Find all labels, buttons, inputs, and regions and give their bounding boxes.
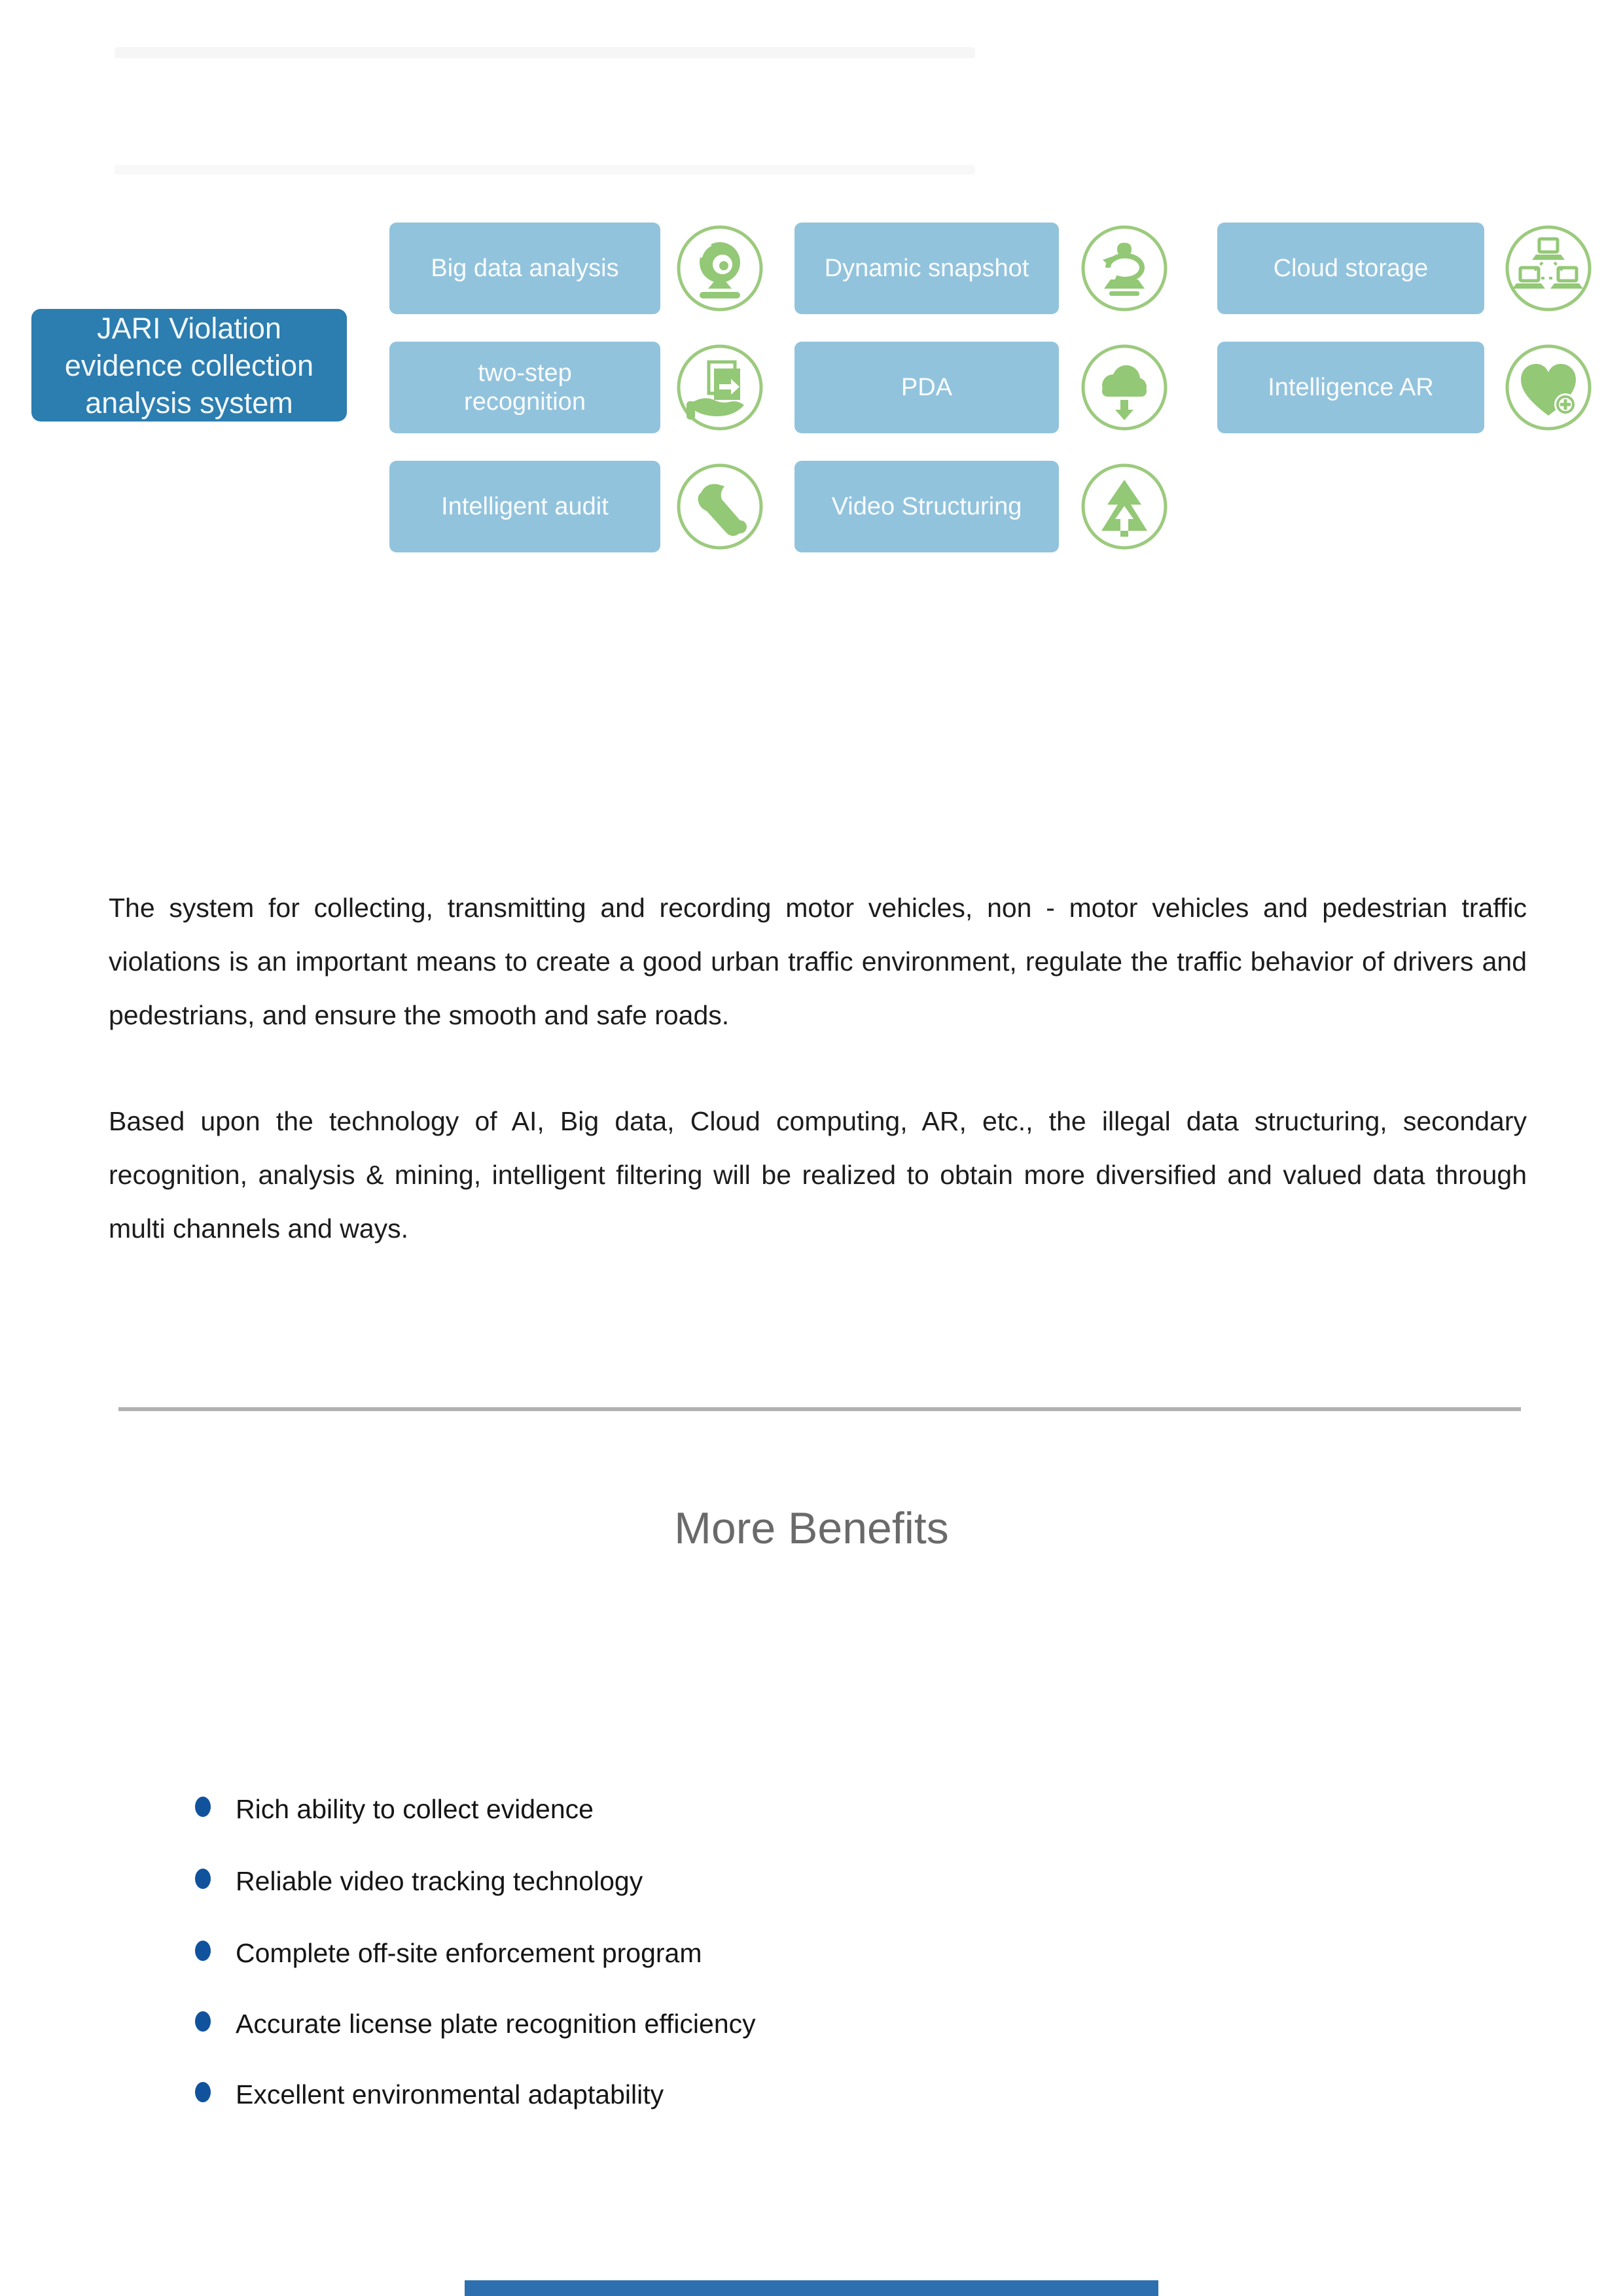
diagram-node-label: Video Structuring [831,493,1022,520]
bullet-dot [195,1797,211,1817]
diagram-node-video-structuring [794,461,1059,552]
diagram-node-label: Intelligent audit [441,493,609,520]
benefit-text: Excellent environmental adaptability [236,2079,664,2109]
tree-arrow-icon [1080,463,1168,550]
faint-watermark-line-second [115,165,975,175]
footer-accent-bar [465,2280,1158,2296]
heart-plus-icon [1505,344,1592,431]
benefit-text: Rich ability to collect evidence [236,1794,594,1824]
bullet-dot [195,2082,211,2102]
diagram-root-label: JARI Violation evidence collection analysis system [64,311,314,420]
diagram-node-intelligent-audit [389,461,660,552]
snapshot-rotate-icon [1080,224,1168,312]
faint-watermark-line-top [115,47,975,58]
diagram-node-intelligence-ar [1217,342,1484,433]
network-computers-icon [1505,224,1592,312]
diagram-node-label: Intelligence AR [1268,374,1434,401]
bullet-dot [195,2011,211,2032]
diagram-node-label: Cloud storage [1273,255,1429,282]
benefit-text: Accurate license plate recognition efficiency [236,2009,756,2039]
diagram-root-box [31,309,347,422]
bullet-dot [195,1869,211,1889]
diagram-node-dynamic-snapshot [794,223,1059,314]
technology-paragraph: Based upon the technology of AI, Big data, Cloud computing, AR, etc., the illegal data structuring, secondary recognition, analysis & mining, intelligent filtering will be realized to obtain more diversified and valued data through multi channels and ways. [109,1106,1527,1244]
bullet-dot [195,1941,211,1961]
diagram-node-label: PDA [901,374,953,401]
diagram-node-label: two-step recognition [464,359,586,416]
benefit-text: Complete off-site enforcement program [236,1938,702,1968]
diagram-node-cloud-storage [1217,223,1484,314]
diagram-node-label: Big data analysis [431,255,619,282]
webcam-icon [676,224,764,312]
diagram-node-pda [794,342,1059,433]
intro-paragraph: The system for collecting, transmitting and recording motor vehicles, non - motor vehicles and pedestrian traffic violations is an important means to create a good urban traffic environment, regulate the traffic behavior of drivers and pedestrians, and ensure the smooth and safe roads. [109,893,1527,1030]
hand-document-icon [676,344,764,431]
diagram-node-two-step-recognition [389,342,660,433]
cloud-download-icon [1080,344,1168,431]
arm-muscle-icon [676,463,764,550]
more-benefits-heading: More Benefits [674,1503,949,1553]
section-divider [118,1407,1521,1411]
diagram-node-big-data-analysis [389,223,660,314]
benefit-text: Reliable video tracking technology [236,1866,643,1896]
diagram-node-label: Dynamic snapshot [824,255,1029,282]
